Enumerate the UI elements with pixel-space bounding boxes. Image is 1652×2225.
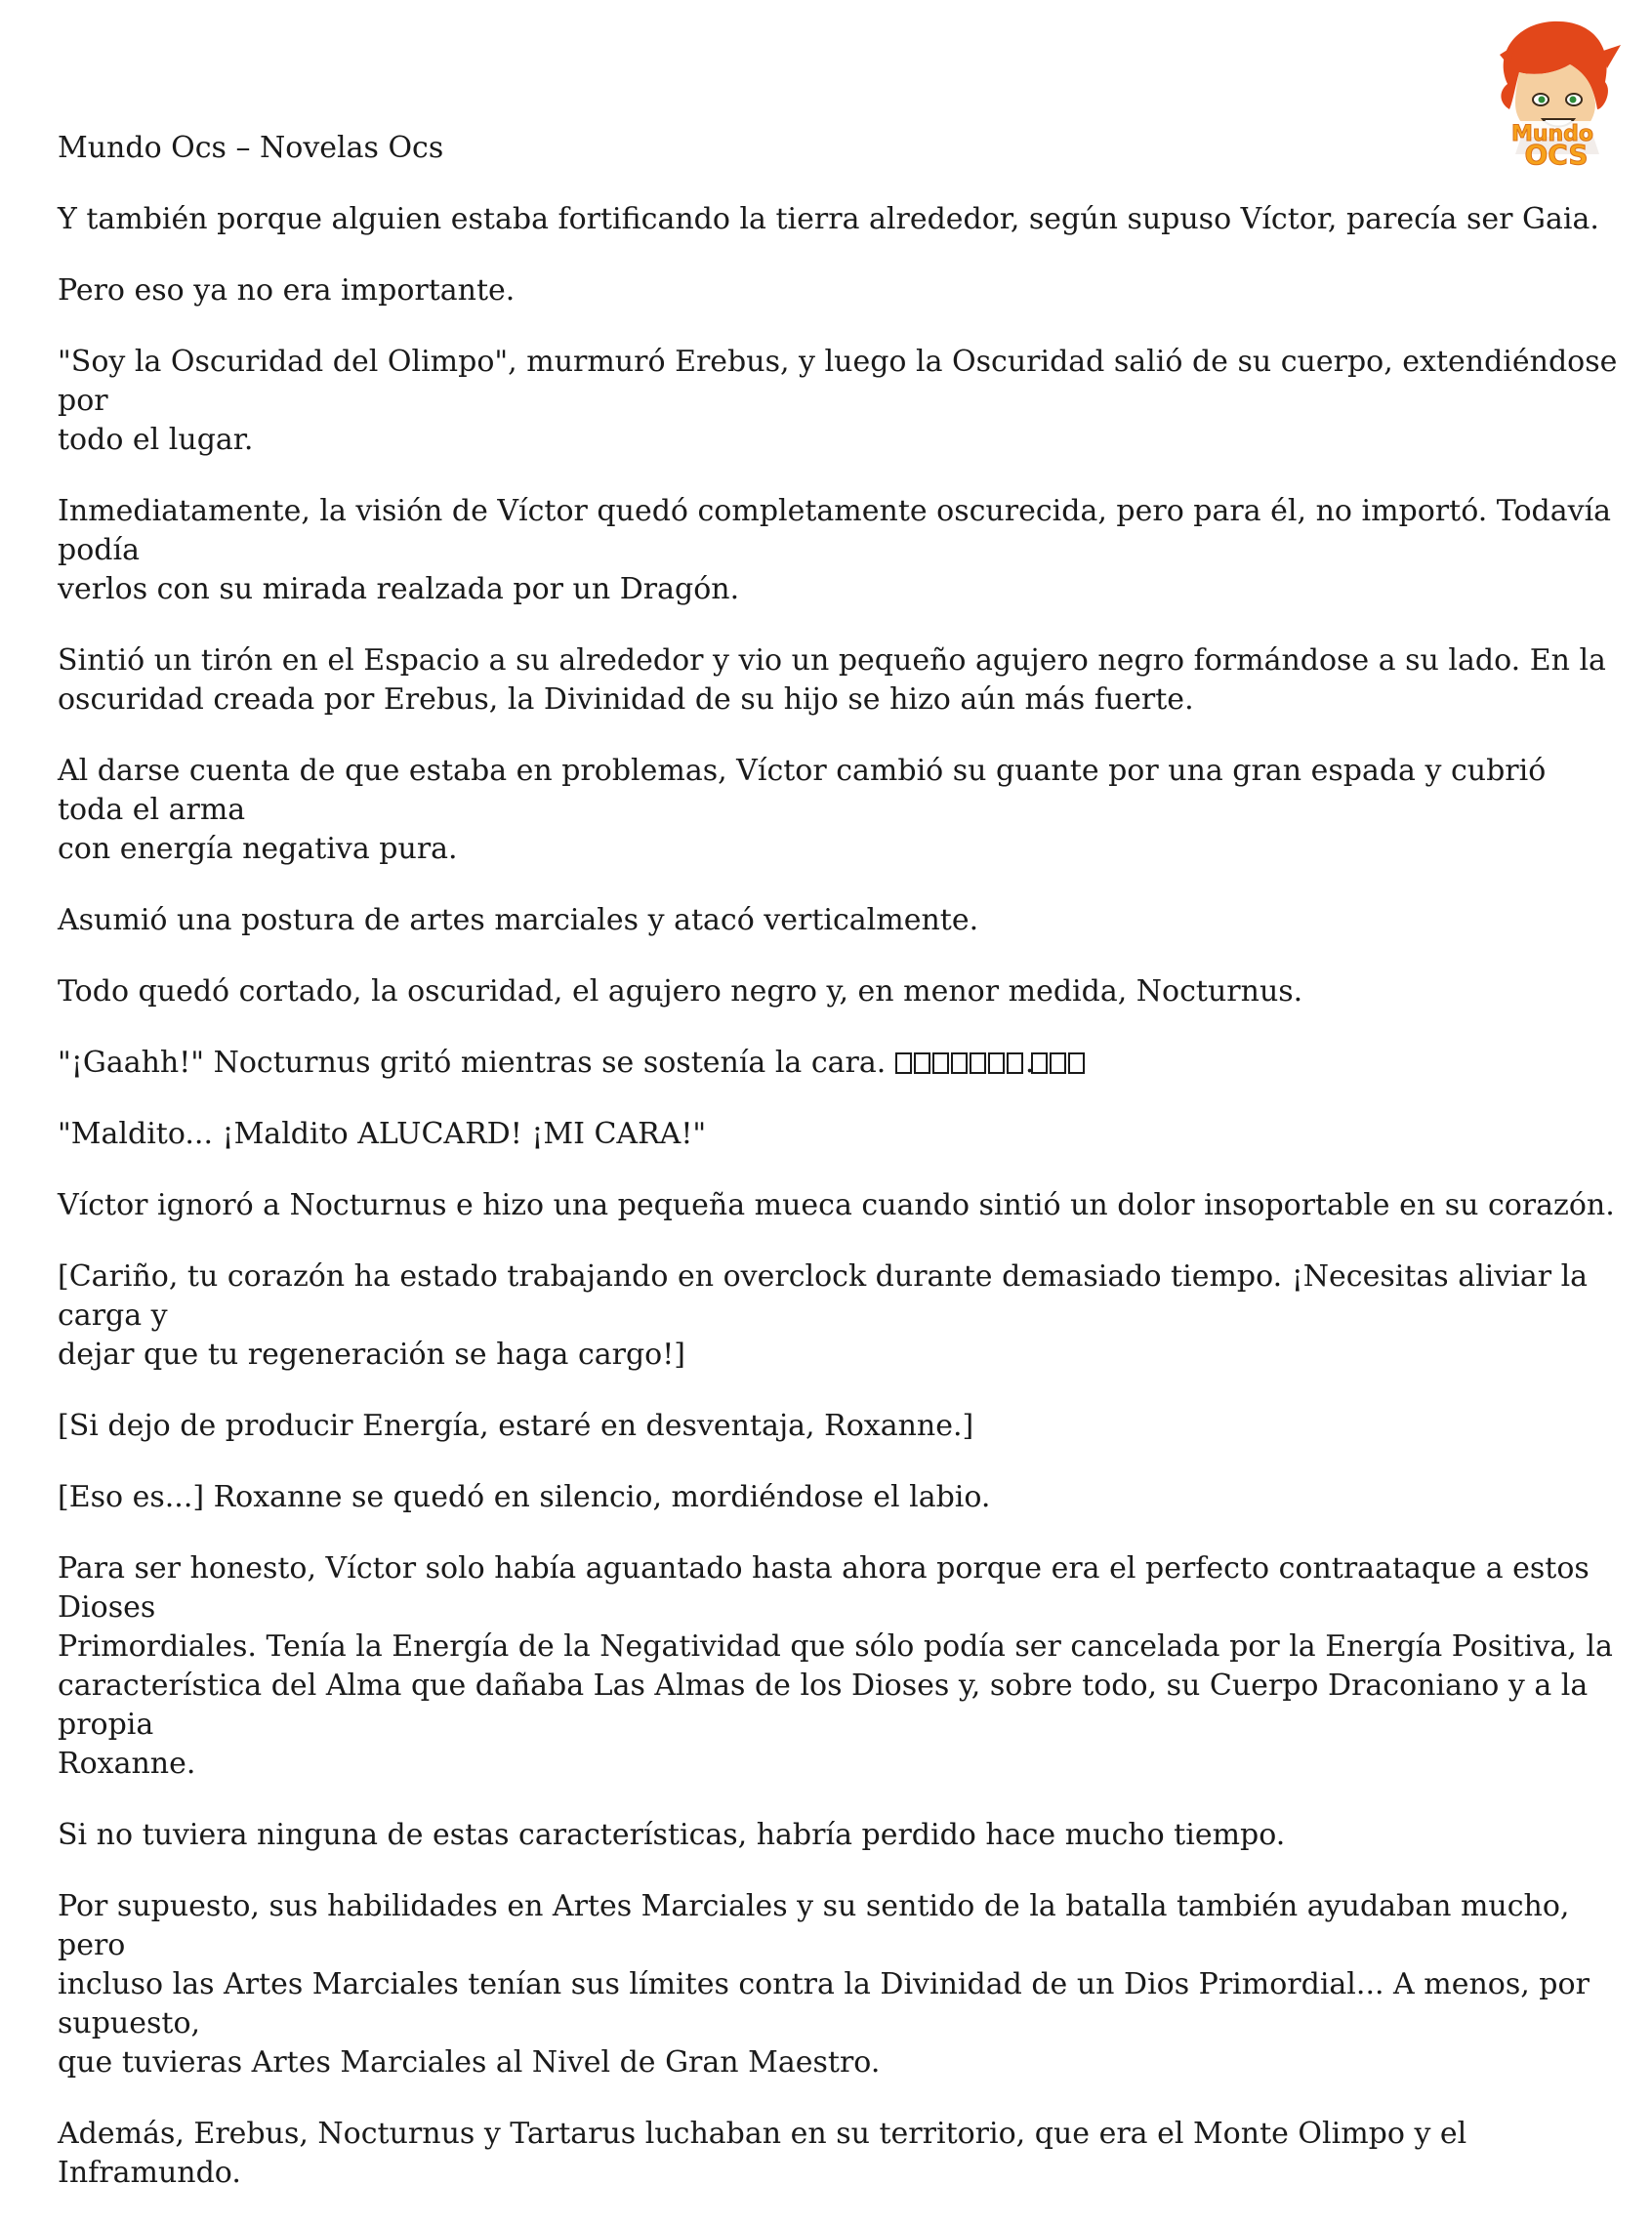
missing-glyph-box-icon	[914, 1052, 930, 1074]
missing-glyph-run	[895, 1046, 1087, 1080]
glyph-separator-dot: .	[1024, 1046, 1035, 1080]
logo-graphic	[1476, 16, 1629, 172]
paragraph: Todo quedó cortado, la oscuridad, el agujero negro y, en menor medida, Nocturnus.	[58, 974, 1303, 1009]
missing-glyph-box-icon	[932, 1052, 949, 1074]
paragraph: Para ser honesto, Víctor solo había aguantado hasta ahora porque era el perfecto contraataque a estos Dioses Primordiales. Tenía la Energía de la Negatividad que sólo podía ser cancelada por la Energía Positiva, la característica del Alma que dañaba Las Almas de los Dioses y, sobre todo, su Cuerpo Draconiano y a la propia Roxanne.	[58, 1551, 1613, 1781]
logo-pupil	[1570, 97, 1577, 103]
paragraph: Y también porque alguien estaba fortificando la tierra alrededor, según supuso Víctor, parecía ser Gaia.	[58, 202, 1599, 236]
paragraph: Por supuesto, sus habilidades en Artes Marciales y su sentido de la batalla también ayudaban mucho, pero incluso las Artes Marciales tenían sus límites contra la Divinidad de un Dios Primordial... A menos, por supuesto, que tuvieras Artes Marciales al Nivel de Gran Maestro.	[58, 1889, 1590, 2080]
missing-glyph-box-icon	[1031, 1052, 1048, 1074]
paragraph: [Si dejo de producir Energía, estaré en desventaja, Roxanne.]	[58, 1409, 974, 1443]
paragraph: Inmediatamente, la visión de Víctor quedó completamente oscurecida, pero para él, no importó. Todavía podía verlos con su mirada realzada por un Dragón.	[58, 494, 1612, 606]
story-body	[58, 200, 1620, 2225]
paragraph: "Soy la Oscuridad del Olimpo", murmuró Erebus, y luego la Oscuridad salió de su cuerpo, extendiéndose por todo el lugar.	[58, 345, 1618, 457]
paragraph: Además, Erebus, Nocturnus y Tartarus luchaban en su territorio, que era el Monte Olimpo y el Inframundo.	[58, 2117, 1476, 2190]
paragraph-text: "¡Gaahh!" Nocturnus gritó mientras se sostenía la cara.	[58, 1046, 895, 1080]
missing-glyph-box-icon	[951, 1052, 968, 1074]
mundo-ocs-logo-icon	[1476, 16, 1629, 172]
paragraph: Si no tuviera ninguna de estas características, habría perdido hace mucho tiempo.	[58, 1818, 1286, 1852]
logo-text-top: Mundo	[1510, 122, 1594, 146]
paragraph: Asumió una postura de artes marciales y atacó verticalmente.	[58, 903, 979, 937]
paragraph: "Maldito... ¡Maldito ALUCARD! ¡MI CARA!"	[58, 1117, 707, 1151]
missing-glyph-box-icon	[970, 1052, 986, 1074]
paragraph: [Cariño, tu corazón ha estado trabajando en overclock durante demasiado tiempo. ¡Necesitas aliviar la carga y dejar que tu regeneración se haga cargo!]	[58, 1259, 1589, 1372]
missing-glyph-box-icon	[1050, 1052, 1066, 1074]
logo-text-bottom: OCS	[1524, 139, 1589, 171]
logo-pupil	[1539, 97, 1546, 103]
paragraph-with-missing-glyphs	[58, 1044, 1620, 1083]
missing-glyph-box-icon	[895, 1052, 912, 1074]
missing-glyph-box-icon	[1007, 1052, 1023, 1074]
paragraph: Víctor ignoró a Nocturnus e hizo una pequeña mueca cuando sintió un dolor insoportable en su corazón.	[58, 1188, 1615, 1222]
page-header: Mundo Ocs – Novelas Ocs	[58, 131, 444, 165]
missing-glyph-box-icon	[1068, 1052, 1085, 1074]
paragraph: Al darse cuenta de que estaba en problemas, Víctor cambió su guante por una gran espada y cubrió toda el arma con energía negativa pura.	[58, 754, 1547, 866]
paragraph: Sintió un tirón en el Espacio a su alrededor y vio un pequeño agujero negro formándose a su lado. En la oscuridad creada por Erebus, la Divinidad de su hijo se hizo aún más fuerte.	[58, 643, 1606, 717]
paragraph: Pero eso ya no era importante.	[58, 273, 516, 308]
paragraph: [Eso es...] Roxanne se quedó en silencio, mordiéndose el labio.	[58, 1480, 991, 1514]
missing-glyph-box-icon	[988, 1052, 1005, 1074]
